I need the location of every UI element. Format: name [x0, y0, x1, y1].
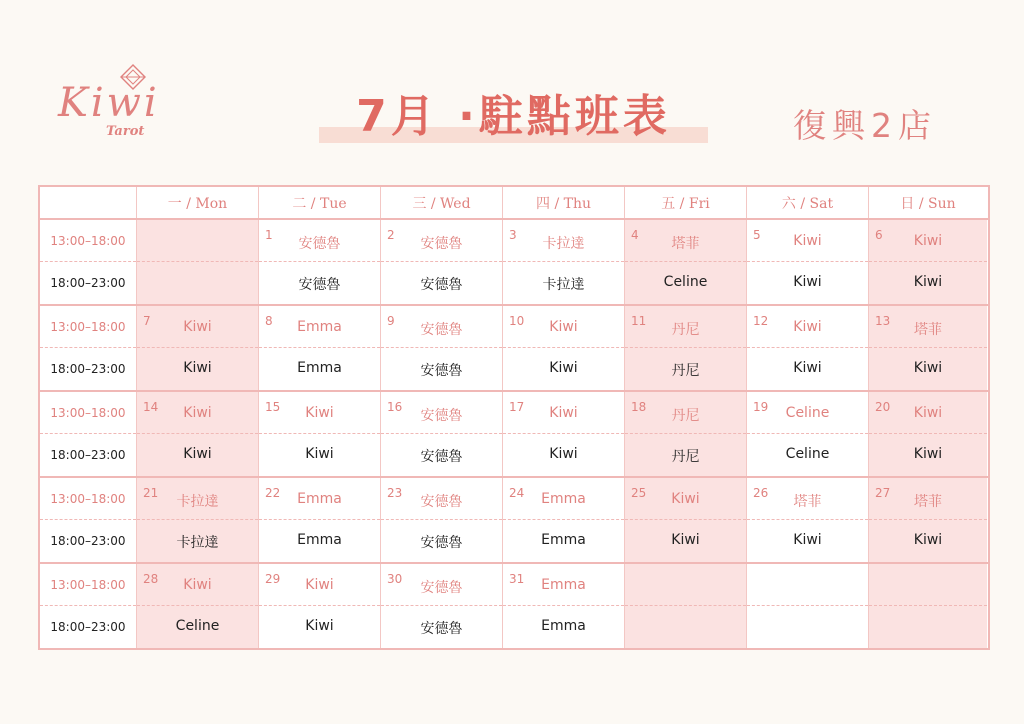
evening-staff: Emma: [297, 360, 342, 376]
afternoon-staff: Kiwi: [549, 319, 578, 335]
afternoon-slot: [503, 306, 624, 348]
schedule-table: [38, 185, 990, 650]
day-cell: [625, 392, 747, 476]
weekday-header: 日 / Sun: [900, 195, 956, 212]
date-number: 29: [265, 572, 281, 586]
day-cell: [259, 564, 381, 648]
date-number: 2: [387, 228, 395, 242]
afternoon-slot: [381, 564, 502, 606]
afternoon-slot: [625, 306, 746, 348]
evening-slot: [625, 520, 746, 562]
day-cell: [137, 478, 259, 562]
evening-staff: 安德魯: [420, 449, 463, 465]
evening-staff: Celine: [175, 618, 220, 634]
evening-slot-label: 18:00–23:00: [50, 448, 126, 462]
evening-slot: [137, 434, 258, 476]
afternoon-slot: [869, 392, 987, 434]
evening-staff: 安德魯: [298, 277, 341, 293]
day-cell: [625, 306, 747, 390]
day-cell: [869, 306, 987, 390]
evening-slot: [747, 434, 868, 476]
day-cell: [137, 220, 259, 304]
evening-staff: Kiwi: [793, 532, 822, 548]
evening-staff: 卡拉達: [542, 277, 585, 293]
evening-slot: [503, 262, 624, 304]
evening-staff: Kiwi: [671, 532, 700, 548]
day-cell: [381, 392, 503, 476]
afternoon-staff: 丹尼: [671, 408, 700, 424]
day-cell: [137, 392, 259, 476]
evening-slot-label: 18:00–23:00: [50, 362, 126, 376]
date-number: 7: [143, 314, 151, 328]
evening-staff: Kiwi: [183, 360, 212, 376]
date-number: 8: [265, 314, 273, 328]
afternoon-slot: [747, 564, 868, 606]
date-number: 3: [509, 228, 517, 242]
date-number: 28: [143, 572, 159, 586]
afternoon-staff: Kiwi: [183, 577, 212, 593]
afternoon-staff: 安德魯: [420, 236, 463, 252]
evening-staff: Kiwi: [549, 360, 578, 376]
time-slot-labels: [40, 392, 137, 476]
day-cell: [503, 564, 625, 648]
evening-slot-label: 18:00–23:00: [50, 620, 126, 634]
evening-staff: Kiwi: [549, 446, 578, 462]
date-number: 4: [631, 228, 639, 242]
evening-staff: Kiwi: [793, 360, 822, 376]
evening-slot: [381, 520, 502, 562]
evening-slot: [503, 348, 624, 390]
evening-slot: [747, 348, 868, 390]
date-number: 11: [631, 314, 647, 328]
afternoon-staff: 塔菲: [793, 494, 822, 510]
date-number: 5: [753, 228, 761, 242]
afternoon-slot: [625, 478, 746, 520]
date-number: 26: [753, 486, 769, 500]
afternoon-slot: [625, 220, 746, 262]
evening-slot: [503, 434, 624, 476]
afternoon-slot: [747, 392, 868, 434]
evening-slot: [869, 434, 987, 476]
afternoon-slot: [137, 564, 258, 606]
date-number: 6: [875, 228, 883, 242]
evening-staff: Celine: [663, 274, 708, 290]
afternoon-slot: [503, 478, 624, 520]
afternoon-staff: 卡拉達: [176, 494, 219, 510]
afternoon-slot: [381, 478, 502, 520]
afternoon-slot: [747, 306, 868, 348]
date-number: 23: [387, 486, 403, 500]
store-name: 復興2店: [793, 106, 937, 145]
afternoon-slot: [259, 564, 380, 606]
evening-slot: [137, 520, 258, 562]
week-row: [40, 478, 988, 564]
evening-slot: [869, 262, 987, 304]
evening-slot: [259, 262, 380, 304]
day-cell: [869, 392, 987, 476]
afternoon-staff: Kiwi: [793, 233, 822, 249]
date-number: 19: [753, 400, 769, 414]
evening-slot: [869, 348, 987, 390]
evening-staff: 卡拉達: [176, 535, 219, 551]
evening-slot: [137, 606, 258, 648]
evening-slot: [259, 520, 380, 562]
afternoon-staff: Kiwi: [305, 405, 334, 421]
afternoon-staff: Kiwi: [305, 577, 334, 593]
afternoon-slot-label: 13:00–18:00: [40, 392, 136, 434]
afternoon-slot: [137, 220, 258, 262]
afternoon-slot: [869, 220, 987, 262]
weekday-header: 一 / Mon: [137, 187, 259, 218]
afternoon-slot: [625, 564, 746, 606]
date-number: 13: [875, 314, 891, 328]
afternoon-slot: [869, 564, 987, 606]
afternoon-staff: Kiwi: [793, 319, 822, 335]
afternoon-slot-label: 13:00–18:00: [40, 220, 136, 262]
weekday-header-row: [40, 187, 988, 220]
evening-slot: [381, 434, 502, 476]
date-number: 10: [509, 314, 525, 328]
day-cell: [869, 220, 987, 304]
day-cell: [747, 392, 869, 476]
day-cell: [381, 220, 503, 304]
time-column-header: [40, 187, 137, 218]
weekday-header: 六 / Sat: [747, 187, 869, 218]
week-row: [40, 306, 988, 392]
week-row: [40, 564, 988, 648]
day-cell: [747, 220, 869, 304]
evening-slot: [259, 434, 380, 476]
weekday-header: 二 / Tue: [259, 187, 381, 218]
evening-slot: [259, 348, 380, 390]
afternoon-slot: [137, 306, 258, 348]
afternoon-staff: Celine: [785, 405, 830, 421]
evening-staff: Kiwi: [913, 360, 943, 376]
afternoon-slot: [259, 478, 380, 520]
day-cell: [381, 478, 503, 562]
afternoon-staff: Kiwi: [183, 405, 212, 421]
date-number: 22: [265, 486, 281, 500]
afternoon-slot: [259, 306, 380, 348]
afternoon-staff: Emma: [297, 319, 342, 335]
afternoon-slot: [137, 392, 258, 434]
date-number: 20: [875, 400, 891, 414]
evening-staff: 安德魯: [420, 535, 463, 551]
afternoon-staff: Emma: [541, 577, 586, 593]
evening-staff: 安德魯: [420, 363, 463, 379]
afternoon-staff: 安德魯: [420, 408, 463, 424]
afternoon-slot: [503, 564, 624, 606]
date-number: 15: [265, 400, 281, 414]
afternoon-slot: [869, 478, 987, 520]
week-rows: [40, 220, 988, 648]
evening-slot: [747, 606, 868, 648]
day-cell: [747, 478, 869, 562]
page-title: 7月 ·駐點班表: [356, 91, 671, 142]
evening-staff: Kiwi: [305, 446, 334, 462]
evening-slot-label: 18:00–23:00: [50, 534, 126, 548]
afternoon-slot: [625, 392, 746, 434]
date-number: 21: [143, 486, 159, 500]
evening-staff: 安德魯: [420, 621, 463, 637]
time-slot-labels: [40, 564, 137, 648]
day-cell: [869, 478, 987, 562]
afternoon-slot: [381, 306, 502, 348]
evening-slot: [381, 606, 502, 648]
afternoon-staff: 塔菲: [914, 494, 942, 510]
afternoon-slot: [259, 220, 380, 262]
day-cell: [747, 564, 869, 648]
time-slot-labels: [40, 220, 137, 304]
evening-slot: [625, 434, 746, 476]
evening-staff: 丹尼: [671, 449, 700, 465]
afternoon-slot: [381, 220, 502, 262]
evening-slot: [747, 520, 868, 562]
evening-slot: [137, 348, 258, 390]
day-cell: [625, 478, 747, 562]
day-cell: [625, 220, 747, 304]
evening-slot: [625, 348, 746, 390]
afternoon-staff: 丹尼: [671, 322, 700, 338]
evening-staff: Kiwi: [793, 274, 822, 290]
afternoon-staff: Kiwi: [913, 405, 943, 421]
evening-staff: Kiwi: [913, 274, 943, 290]
day-cell: [137, 564, 259, 648]
evening-staff: 丹尼: [671, 363, 700, 379]
time-slot-labels: [40, 478, 137, 562]
date-number: 31: [509, 572, 525, 586]
date-number: 1: [265, 228, 273, 242]
date-number: 30: [387, 572, 403, 586]
evening-slot: [381, 348, 502, 390]
day-cell: [259, 220, 381, 304]
afternoon-staff: Emma: [297, 491, 342, 507]
afternoon-slot: [503, 392, 624, 434]
evening-slot: [503, 606, 624, 648]
afternoon-slot-label: 13:00–18:00: [40, 306, 136, 348]
afternoon-staff: Kiwi: [913, 233, 943, 249]
afternoon-staff: 安德魯: [420, 322, 463, 338]
day-cell: [259, 306, 381, 390]
evening-slot: [625, 262, 746, 304]
evening-slot: [381, 262, 502, 304]
date-number: 25: [631, 486, 647, 500]
afternoon-staff: 安德魯: [420, 494, 463, 510]
afternoon-staff: Kiwi: [183, 319, 212, 335]
date-number: 16: [387, 400, 403, 414]
evening-staff: Emma: [541, 618, 586, 634]
evening-staff: Celine: [785, 446, 830, 462]
day-cell: [869, 564, 987, 648]
date-number: 9: [387, 314, 395, 328]
evening-slot: [869, 606, 987, 648]
evening-staff: 安德魯: [420, 277, 463, 293]
date-number: 14: [143, 400, 159, 414]
evening-staff: Kiwi: [913, 446, 943, 462]
weekday-header: 五 / Fri: [625, 187, 747, 218]
evening-staff: Emma: [541, 532, 586, 548]
afternoon-staff: 塔菲: [914, 322, 942, 338]
afternoon-slot: [503, 220, 624, 262]
afternoon-staff: 卡拉達: [542, 236, 585, 252]
day-cell: [259, 478, 381, 562]
afternoon-slot: [747, 220, 868, 262]
evening-slot: [137, 262, 258, 304]
day-cell: [503, 392, 625, 476]
afternoon-staff: Kiwi: [549, 405, 578, 421]
week-row: [40, 392, 988, 478]
evening-slot: [259, 606, 380, 648]
afternoon-staff: Emma: [541, 491, 586, 507]
evening-staff: Emma: [297, 532, 342, 548]
day-cell: [503, 306, 625, 390]
day-cell: [137, 306, 259, 390]
day-cell: [259, 392, 381, 476]
afternoon-slot: [869, 306, 987, 348]
date-number: 17: [509, 400, 525, 414]
afternoon-slot-label: 13:00–18:00: [40, 564, 136, 606]
date-number: 18: [631, 400, 647, 414]
date-number: 27: [875, 486, 891, 500]
evening-slot: [625, 606, 746, 648]
evening-staff: Kiwi: [183, 446, 212, 462]
evening-slot: [747, 262, 868, 304]
logo-subtitle: Tarot: [106, 124, 145, 139]
evening-slot-label: 18:00–23:00: [50, 276, 126, 290]
evening-slot: [503, 520, 624, 562]
afternoon-slot: [137, 478, 258, 520]
afternoon-slot: [747, 478, 868, 520]
afternoon-staff: Kiwi: [671, 491, 700, 507]
day-cell: [381, 564, 503, 648]
kiwi-tarot-logo: [58, 62, 168, 146]
logo-wordmark: Kiwi: [58, 80, 160, 126]
day-cell: [381, 306, 503, 390]
afternoon-staff: 安德魯: [298, 236, 341, 252]
day-cell: [747, 306, 869, 390]
time-slot-labels: [40, 306, 137, 390]
afternoon-slot: [259, 392, 380, 434]
evening-staff: Kiwi: [913, 532, 943, 548]
day-cell: [503, 478, 625, 562]
afternoon-staff: 塔菲: [671, 236, 700, 252]
afternoon-staff: 安德魯: [420, 580, 463, 596]
afternoon-slot-label: 13:00–18:00: [40, 478, 136, 520]
weekday-header: 四 / Thu: [503, 187, 625, 218]
day-cell: [625, 564, 747, 648]
afternoon-slot: [381, 392, 502, 434]
week-row: [40, 220, 988, 306]
date-number: 24: [509, 486, 525, 500]
weekday-header: 三 / Wed: [381, 187, 503, 218]
evening-slot: [869, 520, 987, 562]
evening-staff: Kiwi: [305, 618, 334, 634]
day-cell: [503, 220, 625, 304]
date-number: 12: [753, 314, 769, 328]
